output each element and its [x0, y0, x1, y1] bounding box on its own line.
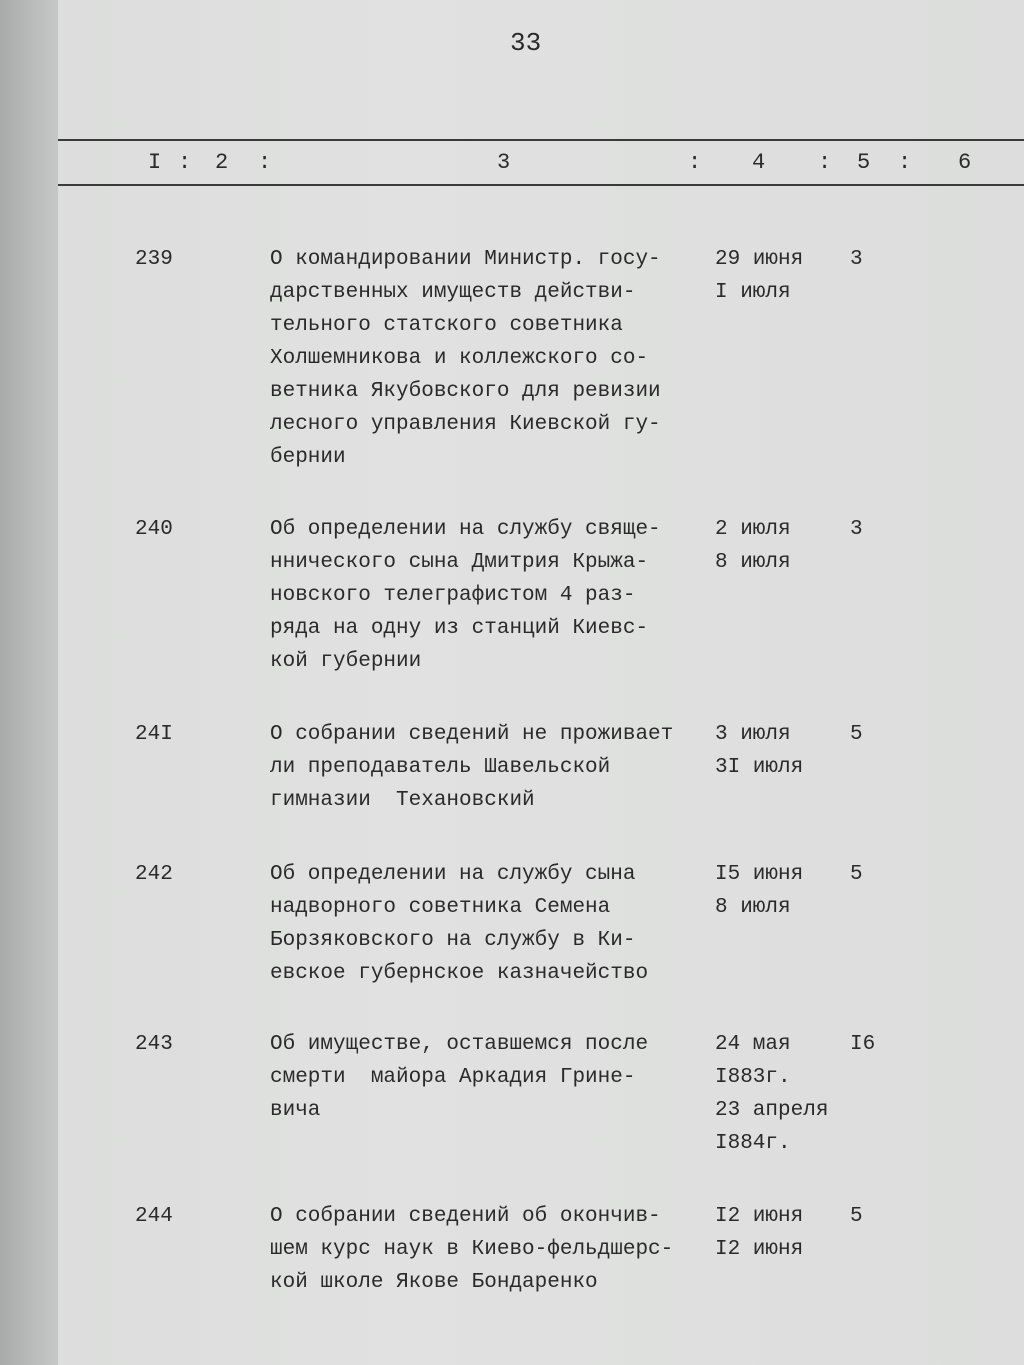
- col-header-2: 2: [215, 150, 229, 175]
- description-line: кой губернии: [270, 650, 422, 673]
- col-sep: :: [258, 150, 272, 175]
- item-dates: [715, 858, 845, 924]
- description-line: О командировании Министр. госу-: [270, 248, 661, 271]
- sheet-count: 3: [850, 518, 863, 541]
- description-line: ннического сына Дмитрия Крыжа-: [270, 551, 649, 574]
- date-line: I2 июня: [715, 1238, 804, 1261]
- description-line: смерти майора Аркадия Грине-: [270, 1066, 636, 1089]
- header-top-rule: [58, 139, 1024, 141]
- item-dates: [715, 1028, 845, 1160]
- description-line: Об определении на службу свяще-: [270, 518, 661, 541]
- description-line: кой школе Якове Бондаренко: [270, 1271, 598, 1294]
- date-line: I2 июня: [715, 1205, 804, 1228]
- date-line: 8 июля: [715, 896, 791, 919]
- date-line: 23 апреля: [715, 1099, 829, 1122]
- description-line: новского телеграфистом 4 раз-: [270, 584, 636, 607]
- date-line: I июля: [715, 281, 791, 304]
- item-dates: [715, 513, 845, 579]
- header-bottom-rule: [58, 184, 1024, 186]
- item-number: 244: [135, 1205, 173, 1228]
- date-line: I5 июня: [715, 863, 804, 886]
- description-line: О собрании сведений не проживает: [270, 723, 674, 746]
- col-sep: :: [688, 150, 702, 175]
- item-description: [270, 718, 710, 817]
- item-dates: [715, 1200, 845, 1266]
- description-line: ряда на одну из станций Киевс-: [270, 617, 649, 640]
- item-number: 239: [135, 248, 173, 271]
- description-line: ветника Якубовского для ревизии: [270, 380, 661, 403]
- col-header-6: 6: [958, 150, 972, 175]
- description-line: бернии: [270, 446, 346, 469]
- description-line: тельного статского советника: [270, 314, 623, 337]
- item-description: [270, 858, 710, 990]
- description-line: дарственных имуществ действи-: [270, 281, 636, 304]
- sheet-count: 5: [850, 723, 863, 746]
- date-line: I883г.: [715, 1066, 791, 1089]
- col-header-3: 3: [497, 150, 511, 175]
- col-header-1: I: [148, 150, 162, 175]
- description-line: евское губернское казначейство: [270, 962, 649, 985]
- item-description: [270, 243, 710, 474]
- description-line: шем курс наук в Киево-фельдшерс-: [270, 1238, 674, 1261]
- description-line: гимназии Техановский: [270, 789, 535, 812]
- item-dates: [715, 243, 845, 309]
- date-line: 2 июля: [715, 518, 791, 541]
- sheet-count: I6: [850, 1033, 876, 1056]
- date-line: 3 июля: [715, 723, 791, 746]
- item-dates: [715, 718, 845, 784]
- description-line: Борзяковского на службу в Ки-: [270, 929, 636, 952]
- item-number: 24I: [135, 723, 173, 746]
- date-line: 29 июня: [715, 248, 804, 271]
- col-sep: :: [898, 150, 912, 175]
- col-header-5: 5: [857, 150, 871, 175]
- description-line: Об имуществе, оставшемся после: [270, 1033, 649, 1056]
- description-line: надворного советника Семена: [270, 896, 611, 919]
- description-line: ли преподаватель Шавельской: [270, 756, 611, 779]
- col-header-4: 4: [752, 150, 766, 175]
- col-sep: :: [818, 150, 832, 175]
- description-line: Об определении на службу сына: [270, 863, 636, 886]
- date-line: 24 мая: [715, 1033, 791, 1056]
- item-description: [270, 1200, 710, 1299]
- item-description: [270, 513, 710, 678]
- item-number: 242: [135, 863, 173, 886]
- description-line: Холшемникова и коллежского со-: [270, 347, 649, 370]
- col-sep: :: [178, 150, 192, 175]
- sheet-count: 3: [850, 248, 863, 271]
- page-number: 33: [510, 28, 542, 58]
- description-line: лесного управления Киевской гу-: [270, 413, 661, 436]
- description-line: вича: [270, 1099, 321, 1122]
- sheet-count: 5: [850, 863, 863, 886]
- date-line: I884г.: [715, 1132, 791, 1155]
- description-line: О собрании сведений об окончив-: [270, 1205, 661, 1228]
- item-description: [270, 1028, 710, 1127]
- date-line: 8 июля: [715, 551, 791, 574]
- date-line: 3I июля: [715, 756, 804, 779]
- sheet-count: 5: [850, 1205, 863, 1228]
- item-number: 243: [135, 1033, 173, 1056]
- item-number: 240: [135, 518, 173, 541]
- page-binding-edge: [0, 0, 58, 1365]
